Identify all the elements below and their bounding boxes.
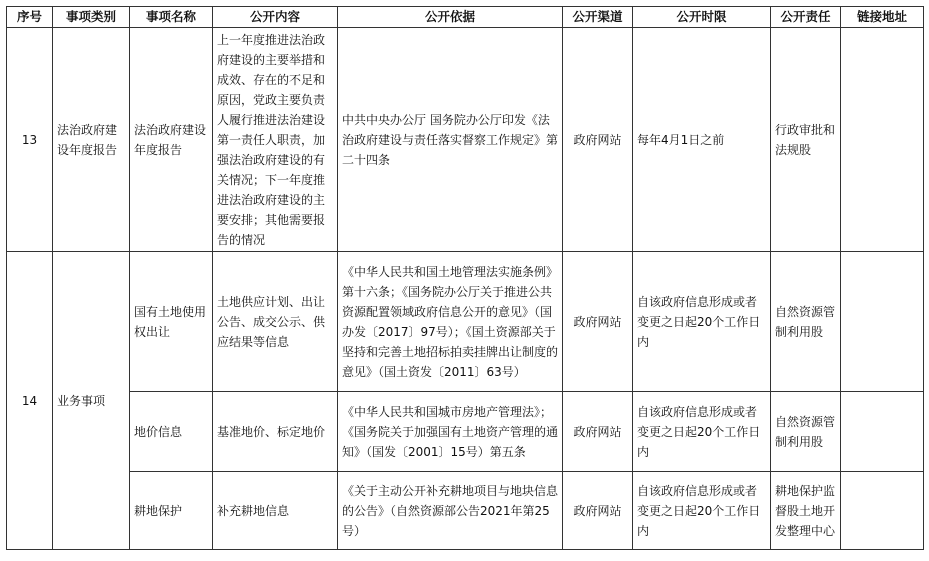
header-basis: 公开依据: [338, 7, 563, 28]
cell-basis: 《中华人民共和国土地管理法实施条例》第十六条；《国务院办公厅关于推进公共资源配置领域政府信息公开的意见》（国办发〔2017〕97号）；《国土资源部关于坚持和完善土地招标拍卖挂牌出让制度的意见》（国土资发〔2011〕63号）: [338, 252, 563, 392]
header-deadline: 公开时限: [633, 7, 771, 28]
cell-responsible: 行政审批和法规股: [771, 28, 841, 252]
cell-seq: 13: [7, 28, 53, 252]
header-name: 事项名称: [130, 7, 213, 28]
cell-name: 国有土地使用权出让: [130, 252, 213, 392]
header-seq: 序号: [7, 7, 53, 28]
cell-content: 土地供应计划、出让公告、成交公示、供应结果等信息: [213, 252, 338, 392]
cell-responsible: 自然资源管制利用股: [771, 392, 841, 472]
cell-basis: 中共中央办公厅 国务院办公厅印发《法治政府建设与责任落实督察工作规定》第二十四条: [338, 28, 563, 252]
cell-name: 法治政府建设年度报告: [130, 28, 213, 252]
cell-channel: 政府网站: [563, 392, 633, 472]
cell-content: 基准地价、标定地价: [213, 392, 338, 472]
table-row: [7, 28, 924, 252]
cell-deadline: 每年4月1日之前: [633, 28, 771, 252]
cell-channel: 政府网站: [563, 252, 633, 392]
cell-deadline: 自该政府信息形成或者变更之日起20个工作日内: [633, 472, 771, 550]
header-content: 公开内容: [213, 7, 338, 28]
cell-basis: 《中华人民共和国城市房地产管理法》；《国务院关于加强国有土地资产管理的通知》（国发〔2001〕15号）第五条: [338, 392, 563, 472]
cell-seq: 14: [7, 252, 53, 550]
cell-basis: 《关于主动公开补充耕地项目与地块信息的公告》（自然资源部公告2021年第25号）: [338, 472, 563, 550]
cell-channel: 政府网站: [563, 472, 633, 550]
header-row: [7, 7, 924, 28]
table-row: [7, 472, 924, 550]
disclosure-table: [6, 6, 924, 550]
table-row: [7, 392, 924, 472]
table-row: [7, 252, 924, 392]
header-channel: 公开渠道: [563, 7, 633, 28]
cell-link: [841, 472, 924, 550]
cell-link: [841, 392, 924, 472]
cell-channel: 政府网站: [563, 28, 633, 252]
header-category: 事项类别: [53, 7, 130, 28]
cell-category: 业务事项: [53, 252, 130, 550]
cell-content: 补充耕地信息: [213, 472, 338, 550]
cell-link: [841, 28, 924, 252]
cell-content: 上一年度推进法治政府建设的主要举措和成效、存在的不足和原因，党政主要负责人履行推进法治建设第一责任人职责，加强法治政府建设的有关情况；下一年度推进法治政府建设的主要安排；其他需要报告的情况: [213, 28, 338, 252]
cell-category: 法治政府建设年度报告: [53, 28, 130, 252]
cell-responsible: 耕地保护监督股土地开发整理中心: [771, 472, 841, 550]
cell-name: 地价信息: [130, 392, 213, 472]
cell-deadline: 自该政府信息形成或者变更之日起20个工作日内: [633, 392, 771, 472]
header-link: 链接地址: [841, 7, 924, 28]
cell-deadline: 自该政府信息形成或者变更之日起20个工作日内: [633, 252, 771, 392]
cell-responsible: 自然资源管制利用股: [771, 252, 841, 392]
cell-link: [841, 252, 924, 392]
cell-name: 耕地保护: [130, 472, 213, 550]
header-responsible: 公开责任: [771, 7, 841, 28]
